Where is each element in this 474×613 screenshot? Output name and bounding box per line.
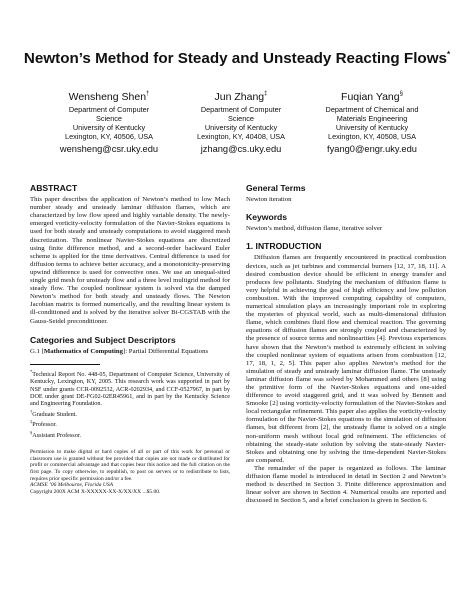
author-name: Jun Zhang‡ bbox=[214, 91, 268, 103]
footnote-divider bbox=[30, 364, 100, 365]
author-block-3 bbox=[292, 91, 452, 154]
left-column bbox=[30, 184, 230, 495]
author-email[interactable]: wensheng@csr.uky.edu bbox=[59, 144, 159, 154]
keywords-heading: Keywords bbox=[246, 212, 288, 223]
footnote: §Assistant Professor. bbox=[30, 429, 82, 439]
categories-heading: Categories and Subject Descriptors bbox=[30, 334, 176, 345]
general-terms-text: Newton iteration bbox=[246, 196, 292, 204]
footnote: †Graduate Student. bbox=[30, 408, 77, 418]
general-terms-heading: General Terms bbox=[246, 183, 306, 193]
author-affiliation-line: Science bbox=[96, 114, 122, 123]
abstract-text: This paper describes the application of Newton’s method to low Mach number steady and unsteady laminar diffusion flames, which are characterized by low flow speed and highly variable density. The newly-emerged vorticity-velocity formulation of the Navier-Stokes equations is used for both steady and unsteady computations to avoid staggered mesh discretization. The nonlinear Navier-Stokes equations are discretized using finite difference method, and a second-order backward Euler scheme is applied for the time derivatives. Central difference is used for diffusion terms to achieve better accuracy, and a monotonicity-preserving upwind difference is used for convective ones. We use an unequal-sited single grid mesh for unsteady flow and a three level multigrid method for steady flow. The coupled nonlinear system is solved via the damped Newton’s method for both steady and unsteady flows. The Newton Jacobian matrix is formed numerically, and the resulting linear system is ill-conditioned and is solved by the iterative solver Bi-CGSTAB with the Gauss-Seidel preconditioner. bbox=[30, 196, 230, 325]
abstract-heading: ABSTRACT bbox=[30, 183, 78, 193]
title-text: Newton’s Method for Steady and Unsteady Reacting Flows bbox=[23, 50, 447, 67]
permission-notice: Permission to make digital or hard copies of all or part of this work for personal or classroom use is granted without fee provided that copies are not made or distributed for profit or commercial advantage and that copies bear this notice and the full citation on the first page. To copy otherwise, to republish, to post on servers or to redistribute to lists, requires prior specific permission and/or a fee. bbox=[30, 449, 230, 482]
conference-line: ACMSE ’06 Melbourne, Florida USA bbox=[30, 482, 113, 489]
author-affiliation-line: Materials Engineering bbox=[336, 114, 408, 123]
categories-text: G.1 [Mathematics of Computing]: Partial Differential Equations bbox=[30, 347, 209, 355]
author-affiliation-line: Department of Chemical and bbox=[325, 105, 419, 114]
introduction-paragraph-1: Diffusion flames are frequently encountered in practical combustion devices, such as jet turbines and commercial burners [12, 17, 18, 11]. A desired combustion device should be efficient in energy transfer and produces few pollutants. Studying the mechanism of diffusion flame is very helpful in achieving the goal of high efficiency and low pollution combustion. With the improved computing capability of computers, numerical simulation plays an increasingly important role in exploring the mysteries of physical world, such as multi-dimensional diffusion flame, which combines fluid flow and chemical reaction. The governing equations of diffusion flames are strongly coupled and characterized by the presence of source terms and nonlinearities [4]. Previous experiences have shown that the Newton’s method is extremely efficient in solving the coupled nonlinear system of equations arisen from combustion [12, 17, 18, 1, 2, 5]. This paper also applies Newton’s method for the simulation of steady and unsteady laminar diffusion flame. The unsteady laminar diffusion flame was solved by Mohammed and others [8] using the primitive form of the Navier-Stokes equations and one-sided difference to avoid staggered grid, and it was solved by Bennett and Smooke [2] using vorticity-velocity formulation of the Navier-Stokes and local rectangular refinement. This paper also applies the vorticity-velocity formulation of the Navier-Stokes equations to the simulation of diffusion flames, but different from [2], the unsteady flame is solved on a single non-uniform mesh without local grid refinement. The efficiencies of obtaining the steady-state solution by solving the state-steady Navier-Stokes and obtaining one by solving the time-dependent Navier-Stokes are compared. bbox=[246, 254, 446, 464]
author-name: Fuqian Yang§ bbox=[341, 91, 403, 103]
author-affiliation-line: University of Kentucky bbox=[335, 123, 409, 132]
author-affiliation-line: Lexington, KY, 40408, USA bbox=[197, 132, 285, 141]
author-affiliation-line: Lexington, KY, 40506, USA bbox=[65, 132, 153, 141]
author-email[interactable]: jzhang@cs.uky.edu bbox=[200, 144, 282, 154]
copyright-line: Copyright 200X ACM X-XXXXX-XX-X/XX/XX ...$5.00. bbox=[30, 488, 161, 495]
keywords-text: Newton’s method, diffusion flame, iterative solver bbox=[246, 225, 383, 233]
author-name: Wensheng Shen† bbox=[68, 91, 150, 103]
author-email[interactable]: fyang0@engr.uky.edu bbox=[327, 144, 417, 154]
author-affiliation-line: Science bbox=[228, 114, 254, 123]
author-affiliation-line: Lexington, KY, 40508, USA bbox=[328, 132, 416, 141]
introduction-heading: 1. INTRODUCTION bbox=[246, 241, 322, 252]
author-block-1 bbox=[34, 91, 184, 154]
footnote: ‡Professor. bbox=[30, 419, 57, 429]
right-column bbox=[246, 184, 446, 505]
author-affiliation-line: Department of Computer bbox=[200, 105, 282, 114]
author-affiliation-line: University of Kentucky bbox=[72, 123, 146, 132]
title-footnote-mark: * bbox=[446, 50, 451, 59]
author-affiliation-line: Department of Computer bbox=[68, 105, 150, 114]
introduction-paragraph-2: The remainder of the paper is organized as follows. The laminar diffusion flame model is introduced in detail in Section 2 and Newton’s method is described in Section 3. Finite difference approximation and linear solver are shown in Section 4. Numerical results are reported and discussed in Section 5, and a brief conclusion is given in Section 6. bbox=[246, 464, 446, 505]
author-affiliation-line: University of Kentucky bbox=[204, 123, 278, 132]
footnote: *Technical Report No. 448-05, Department of Computer Science, University of Kentucky, Lexington, KY, 2005. This research work was supported in part by NSF under grants CCR-0092532, ACR-0202934, and CCF-0527967, in part by DOE under grant DE-FG02-02ER45961, and in part by the Kentucky Science and Engineering Foundation. bbox=[30, 368, 230, 408]
paper-title bbox=[0, 50, 474, 67]
